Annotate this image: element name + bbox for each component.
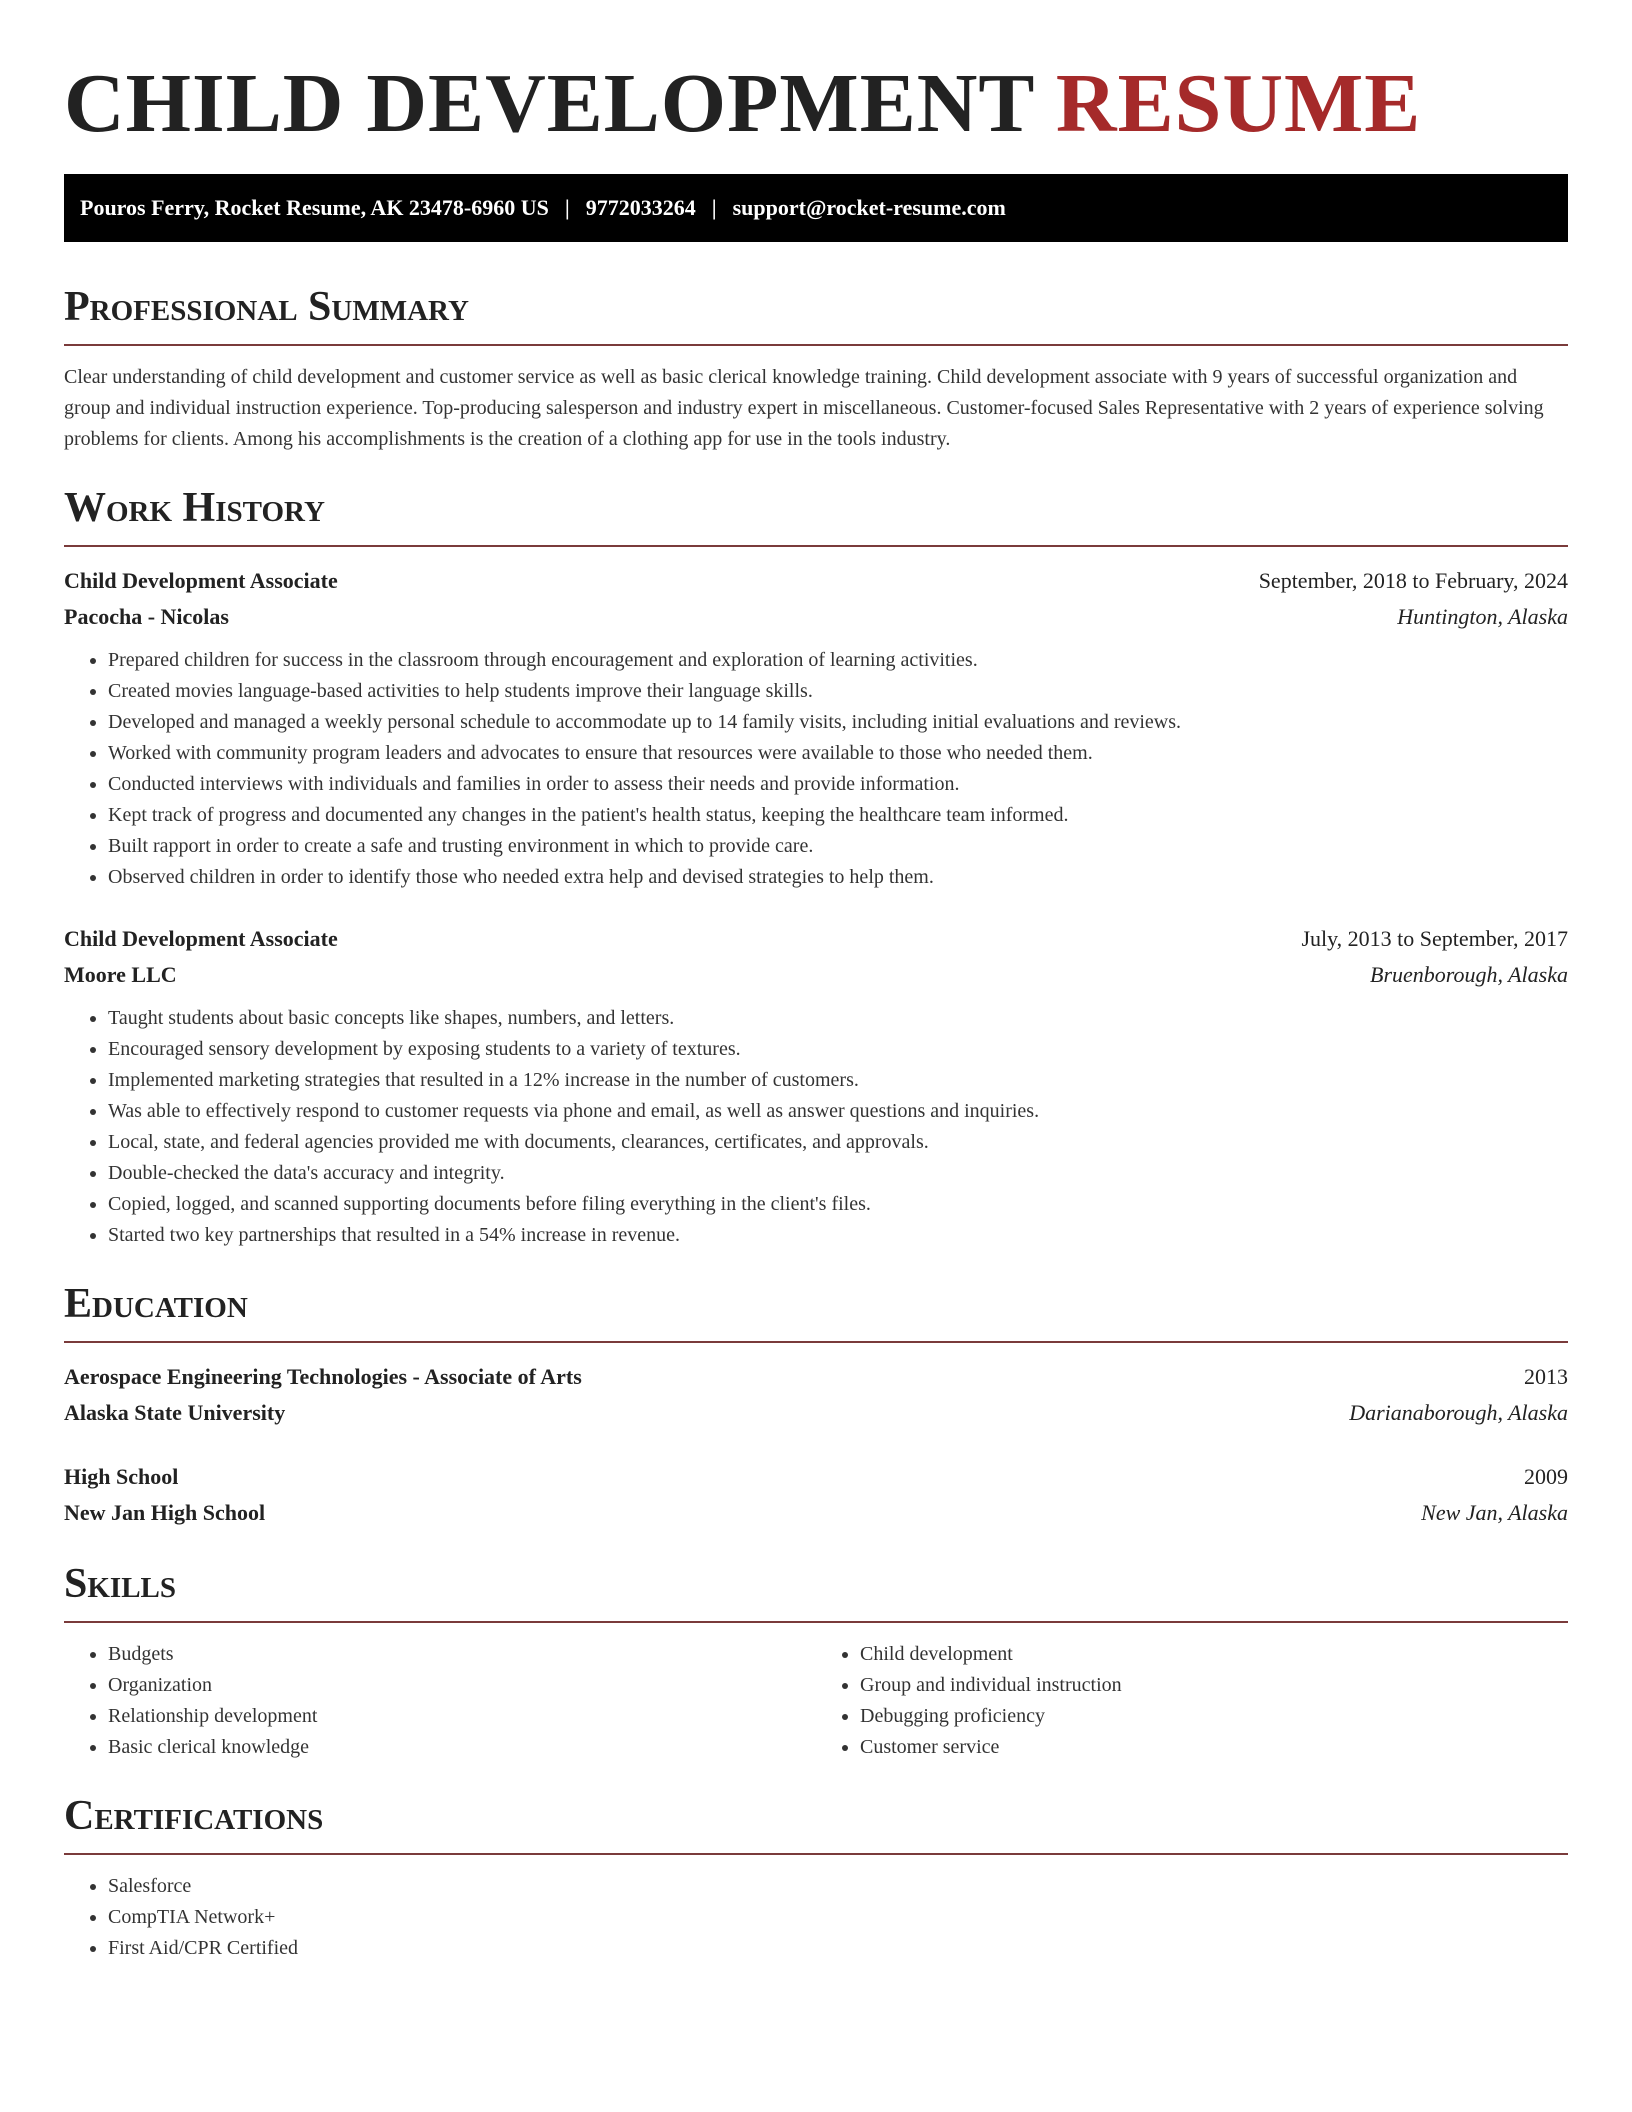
job-company-row (64, 599, 1568, 635)
section-divider (64, 1853, 1568, 1855)
education-school: New Jan High School (64, 1500, 266, 1525)
list-item: • Taught students about basic concepts like shapes, numbers, and letters. (108, 1003, 1568, 1034)
list-item: • First Aid/CPR Certified (108, 1933, 1568, 1964)
summary-heading: Professional Summary (64, 284, 469, 330)
list-item: • Copied, logged, and scanned supporting documents before filing everything in the client's files. (108, 1189, 1568, 1220)
list-item: • Created movies language-based activities to help students improve their language skills. (108, 676, 1568, 707)
education-school-row (64, 1495, 1568, 1531)
list-item: • Organization (108, 1670, 816, 1701)
title-accent: RESUME (1055, 57, 1422, 150)
contact-separator: | (711, 195, 717, 220)
job-location: Huntington, Alaska (1397, 604, 1568, 629)
certifications-heading: Certifications (64, 1793, 324, 1839)
list-item: • Was able to effectively respond to customer requests via phone and email, as well as answer questions and inquiries. (108, 1096, 1568, 1127)
list-item: • Encouraged sensory development by exposing students to a variety of textures. (108, 1034, 1568, 1065)
contact-bar (64, 174, 1568, 242)
summary-section (64, 282, 1568, 455)
contact-separator: | (564, 195, 570, 220)
list-item: • Worked with community program leaders and advocates to ensure that resources were available to those who needed them. (108, 738, 1568, 769)
work-heading: Work History (64, 485, 325, 531)
resume-title (64, 56, 1568, 152)
job-dates: September, 2018 to February, 2024 (1258, 568, 1568, 593)
education-header-row (64, 1359, 1568, 1395)
section-divider (64, 545, 1568, 547)
list-item: • CompTIA Network+ (108, 1902, 1568, 1933)
education-school-row (64, 1395, 1568, 1431)
list-item: • Kept track of progress and documented any changes in the patient's health status, keeping the healthcare team informed. (108, 800, 1568, 831)
list-item: • Budgets (108, 1639, 816, 1670)
education-degree: High School (64, 1464, 179, 1489)
skills-grid (64, 1639, 1568, 1763)
education-heading: Education (64, 1281, 248, 1327)
contact-address: Pouros Ferry, Rocket Resume, AK 23478-6960 US (80, 195, 549, 220)
section-divider (64, 1621, 1568, 1623)
education-location: Darianaborough, Alaska (1349, 1400, 1568, 1425)
education-year: 2013 (1524, 1364, 1568, 1389)
contact-email: support@rocket-resume.com (732, 195, 1006, 220)
skills-heading: Skills (64, 1561, 177, 1607)
job-entry (64, 563, 1568, 893)
list-item: • Customer service (860, 1732, 1568, 1763)
job-company: Moore LLC (64, 962, 177, 987)
skills-section (64, 1559, 1568, 1763)
section-divider (64, 344, 1568, 346)
list-item: • Basic clerical knowledge (108, 1732, 816, 1763)
job-header-row (64, 921, 1568, 957)
skills-list-left (64, 1639, 816, 1763)
education-location: New Jan, Alaska (1421, 1500, 1568, 1525)
job-dates: July, 2013 to September, 2017 (1301, 926, 1568, 951)
job-title: Child Development Associate (64, 568, 338, 593)
education-header-row (64, 1459, 1568, 1495)
certifications-list (64, 1871, 1568, 1964)
education-school: Alaska State University (64, 1400, 286, 1425)
job-company-row (64, 957, 1568, 993)
list-item: • Double-checked the data's accuracy and integrity. (108, 1158, 1568, 1189)
education-year: 2009 (1524, 1464, 1568, 1489)
education-degree: Aerospace Engineering Technologies - Associate of Arts (64, 1364, 582, 1389)
job-company: Pacocha - Nicolas (64, 604, 229, 629)
contact-phone: 9772033264 (585, 195, 696, 220)
list-item: • Group and individual instruction (860, 1670, 1568, 1701)
education-section (64, 1279, 1568, 1531)
list-item: • Started two key partnerships that resulted in a 54% increase in revenue. (108, 1220, 1568, 1251)
job-bullets (64, 1003, 1568, 1251)
job-location: Bruenborough, Alaska (1370, 962, 1568, 987)
section-divider (64, 1341, 1568, 1343)
list-item: • Built rapport in order to create a safe and trusting environment in which to provide care. (108, 831, 1568, 862)
education-entry (64, 1359, 1568, 1431)
list-item: • Salesforce (108, 1871, 1568, 1902)
job-bullets (64, 645, 1568, 893)
list-item: • Prepared children for success in the classroom through encouragement and exploration of learning activities. (108, 645, 1568, 676)
job-header-row (64, 563, 1568, 599)
title-main: CHILD DEVELOPMENT (64, 57, 1034, 150)
list-item: • Observed children in order to identify those who needed extra help and devised strategies to help them. (108, 862, 1568, 893)
list-item: • Relationship development (108, 1701, 816, 1732)
list-item: • Debugging proficiency (860, 1701, 1568, 1732)
list-item: • Developed and managed a weekly personal schedule to accommodate up to 14 family visits, including initial evaluations and reviews. (108, 707, 1568, 738)
list-item: • Implemented marketing strategies that resulted in a 12% increase in the number of customers. (108, 1065, 1568, 1096)
list-item: • Conducted interviews with individuals and families in order to assess their needs and provide information. (108, 769, 1568, 800)
work-section (64, 483, 1568, 1251)
skills-list-right (816, 1639, 1568, 1763)
certifications-section (64, 1791, 1568, 1964)
list-item: • Child development (860, 1639, 1568, 1670)
education-entry (64, 1459, 1568, 1531)
job-title: Child Development Associate (64, 926, 338, 951)
summary-text: Clear understanding of child development and customer service as well as basic clerical knowledge training. Child development associate with 9 years of successful organization and group and individual instruction experience. Top-producing salesperson and industry expert in miscellaneous. Customer-focused Sales Representative with 2 years of experience solving problems for clients. Among his accomplishments is the creation of a clothing app for use in the tools industry. (64, 366, 1544, 450)
list-item: • Local, state, and federal agencies provided me with documents, clearances, certificates, and approvals. (108, 1127, 1568, 1158)
job-entry (64, 921, 1568, 1251)
